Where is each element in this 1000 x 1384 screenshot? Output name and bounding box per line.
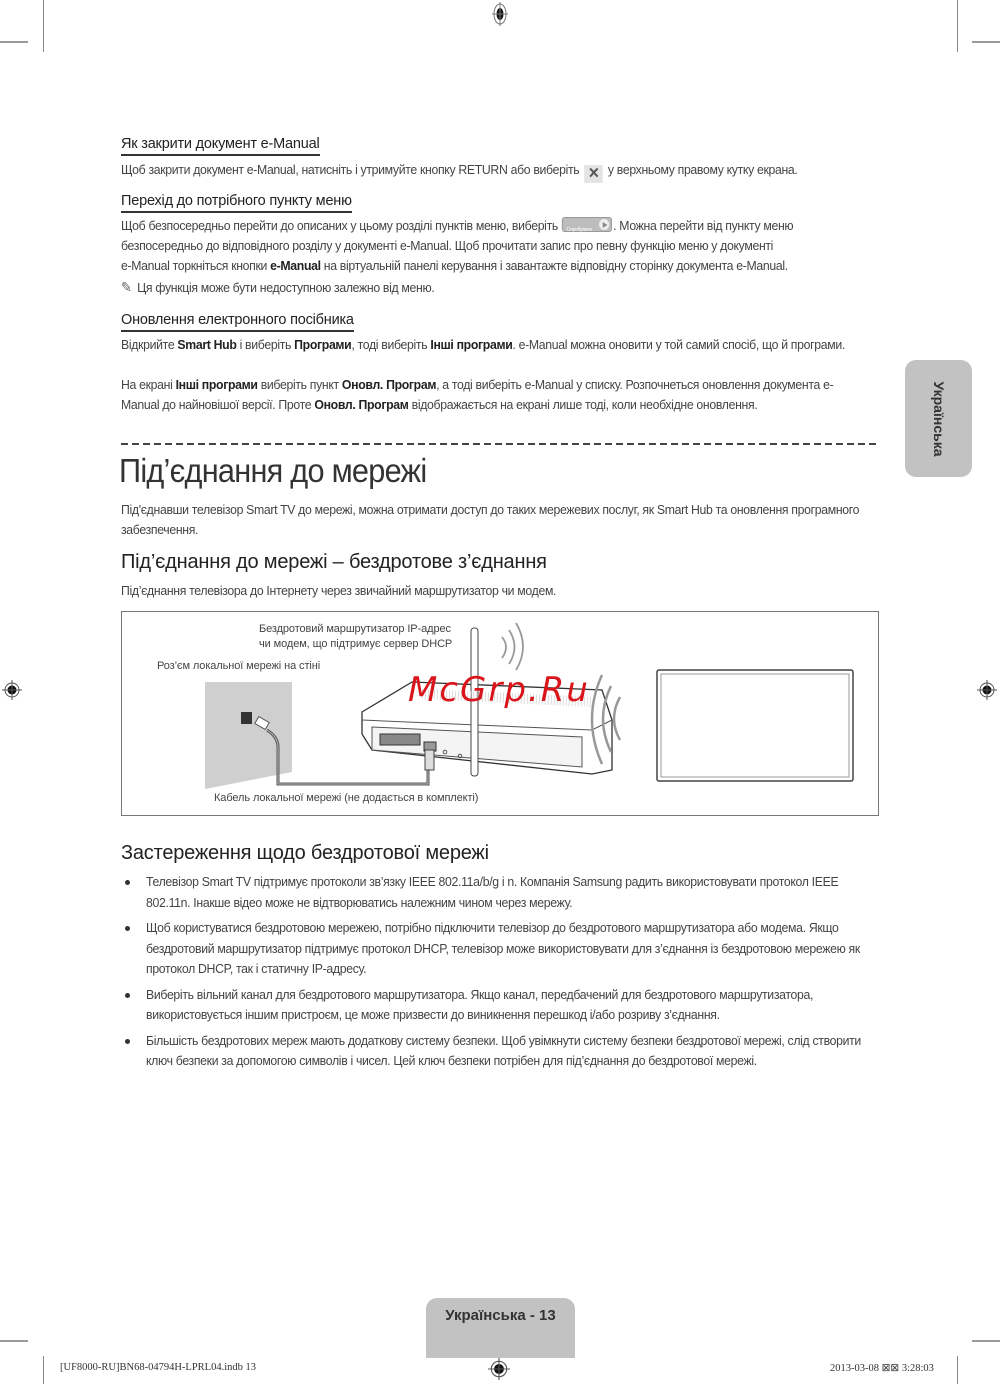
watermark: McGrp.Ru bbox=[408, 670, 590, 710]
try-now-button-icon: Спробувати bbox=[562, 217, 612, 232]
crop-mark-bottom-left bbox=[43, 1356, 44, 1384]
router-label-1: Бездротовий маршрутизатор IP-адрес bbox=[259, 623, 451, 635]
text-run: виберіть пункт bbox=[257, 377, 342, 392]
text-run: На екрані bbox=[121, 377, 176, 392]
list-item-text: Більшість бездротових мереж мають додаткову систему безпеки. Щоб увімкнути систему безпеки бездротової мережі, слід створити ключ безпеки за допомогою символів і чисел. Цей ключ безпеки потрібен для під’єднання до бездротової мережі. bbox=[146, 1032, 861, 1068]
update-manual-p2 bbox=[121, 375, 865, 415]
wireless-intro: Під’єднання телевізора до Інтернету через звичайний маршрутизатор чи модем. bbox=[121, 583, 557, 598]
list-item bbox=[121, 918, 881, 980]
cable-label: Кабель локальної мережі (не додається в комплекті) bbox=[214, 792, 479, 804]
wireless-connection-diagram bbox=[121, 611, 879, 816]
goto-menu-text-before: Щоб безпосередньо перейти до описаних у цьому розділі пунктів меню, виберіть bbox=[121, 218, 558, 233]
goto-menu-line3-bold: e-Manual bbox=[270, 258, 321, 273]
registration-mark-right-icon bbox=[977, 680, 997, 700]
crop-mark-left-h bbox=[0, 41, 28, 43]
bullet-icon bbox=[125, 993, 130, 998]
menu-term: Програми bbox=[294, 337, 352, 352]
wall-socket-label: Роз’єм локальної мережі на стіні bbox=[157, 660, 321, 672]
section-close-manual bbox=[121, 135, 320, 156]
close-manual-text-after: у верхньому правому кутку екрана. bbox=[607, 162, 798, 177]
page-number-label: Українська - 13 bbox=[445, 1307, 556, 1324]
heading-update-manual: Оновлення електронного посібника bbox=[121, 311, 354, 332]
tv-icon bbox=[657, 670, 853, 781]
close-manual-text-before: Щоб закрити документ e-Manual, натисніть і утримуйте кнопку RETURN або виберіть bbox=[121, 162, 580, 177]
note bbox=[121, 279, 434, 296]
update-manual-p1 bbox=[121, 335, 865, 355]
page-title: Під’єднання до мережі bbox=[119, 452, 427, 489]
text-run: відображається на екрані лише тоді, коли необхідне оновлення. bbox=[408, 397, 758, 412]
crop-mark-right-h bbox=[972, 41, 1000, 43]
goto-menu-line3a: e-Manual торкніться кнопки bbox=[121, 258, 271, 273]
crop-mark-bottom-right bbox=[957, 1356, 958, 1384]
registration-mark-top-icon bbox=[492, 2, 508, 26]
bullet-icon bbox=[125, 880, 130, 885]
list-item-text: Виберіть вільний канал для бездротового маршрутизатора. Якщо канал, передбачений для бездротового маршрутизатора, використовується іншим пристроєм, це може призвести до виникнення перешкод і/або розриву з’єднання. bbox=[146, 986, 814, 1022]
text-run: , тоді виберіть bbox=[351, 337, 431, 352]
goto-menu-text bbox=[121, 216, 874, 276]
menu-term: Інші програми bbox=[430, 337, 513, 352]
goto-menu-line2: безпосередньо до відповідного розділу у документі e-Manual. Щоб прочитати запис про певну функцію меню у документі bbox=[121, 238, 774, 253]
registration-mark-bottom-icon bbox=[488, 1358, 510, 1380]
menu-term: Оновл. Програм bbox=[314, 397, 409, 412]
heading-precautions: Застереження щодо бездротової мережі bbox=[121, 842, 489, 864]
registration-mark-left-icon bbox=[2, 680, 22, 700]
crop-mark-top-right bbox=[957, 0, 958, 52]
page-number-tab bbox=[426, 1298, 575, 1358]
heading-wireless: Під’єднання до мережі – бездротове з’єднання bbox=[121, 551, 547, 573]
text-run: і виберіть bbox=[236, 337, 295, 352]
language-side-tab-label: Українська bbox=[930, 380, 947, 457]
goto-menu-line3b: на віртуальній панелі керування і завантажте відповідну сторінку документа e-Manual. bbox=[320, 258, 788, 273]
crop-mark-bottom-right-h bbox=[972, 1340, 1000, 1342]
footer-timestamp: 2013-03-08 ⊠⊠ 3:28:03 bbox=[830, 1363, 934, 1374]
router-label-2: чи модем, що підтримує сервер DHCP bbox=[259, 638, 453, 650]
text-run: Відкрийте bbox=[121, 337, 178, 352]
goto-menu-text-after: . Можна перейти від пункту меню bbox=[613, 218, 794, 233]
crop-mark-top-left bbox=[43, 0, 44, 52]
precautions-list bbox=[121, 872, 881, 1077]
language-side-tab bbox=[905, 360, 972, 477]
menu-term: Інші програми bbox=[175, 377, 258, 392]
list-item bbox=[121, 1031, 881, 1072]
list-item bbox=[121, 872, 881, 913]
wifi-signal-router-icon bbox=[502, 623, 523, 670]
play-icon bbox=[599, 219, 609, 230]
heading-goto-menu: Перехід до потрібного пункту меню bbox=[121, 192, 352, 213]
bullet-icon bbox=[125, 926, 130, 931]
menu-term: Smart Hub bbox=[177, 337, 237, 352]
note-text: Ця функція може бути недоступною залежно від меню. bbox=[137, 280, 435, 295]
list-item-text: Щоб користуватися бездротовою мережею, потрібно підключити телевізор до бездротового маршрутизатора або модема. Якщо бездротовий маршрутизатор підтримує протокол DHCP, телевізор може використовувати для з’єднання із бездротовою мережею як протокол DHCP, так і статичну IP-адресу. bbox=[146, 920, 860, 976]
text-run: . e-Manual можна оновити у той самий спосіб, що й програми. bbox=[512, 337, 845, 352]
close-manual-text bbox=[121, 160, 874, 183]
footer-file-info: [UF8000-RU]BN68-04794H-LPRL04.indb 13 bbox=[60, 1362, 256, 1373]
list-item bbox=[121, 985, 881, 1026]
section-divider bbox=[121, 443, 880, 445]
close-x-icon: ✕ bbox=[584, 165, 603, 183]
crop-mark-bottom-left-h bbox=[0, 1340, 28, 1342]
menu-term: Оновл. Програм bbox=[341, 377, 437, 392]
note-pencil-icon: ✎ bbox=[121, 279, 132, 295]
bullet-icon bbox=[125, 1039, 130, 1044]
list-item-text: Телевізор Smart TV підтримує протоколи зв’язку IEEE 802.11a/b/g і n. Компанія Samsung радить використовувати протокол IEEE 802.11n. Інакше відео може не відтворюватись належним чином через мережу. bbox=[146, 874, 839, 910]
heading-close-manual: Як закрити документ e-Manual bbox=[121, 135, 320, 156]
network-intro: Під'єднавши телевізор Smart TV до мережі, можна отримати доступ до таких мережевих послуг, як Smart Hub та оновлення програмного забезпечення. bbox=[121, 502, 860, 537]
text-run: , а тоді виберіть e-Manual у списку. Розпочнеться оновлення документа e-Manual до найновішої версії. Проте bbox=[121, 377, 834, 412]
